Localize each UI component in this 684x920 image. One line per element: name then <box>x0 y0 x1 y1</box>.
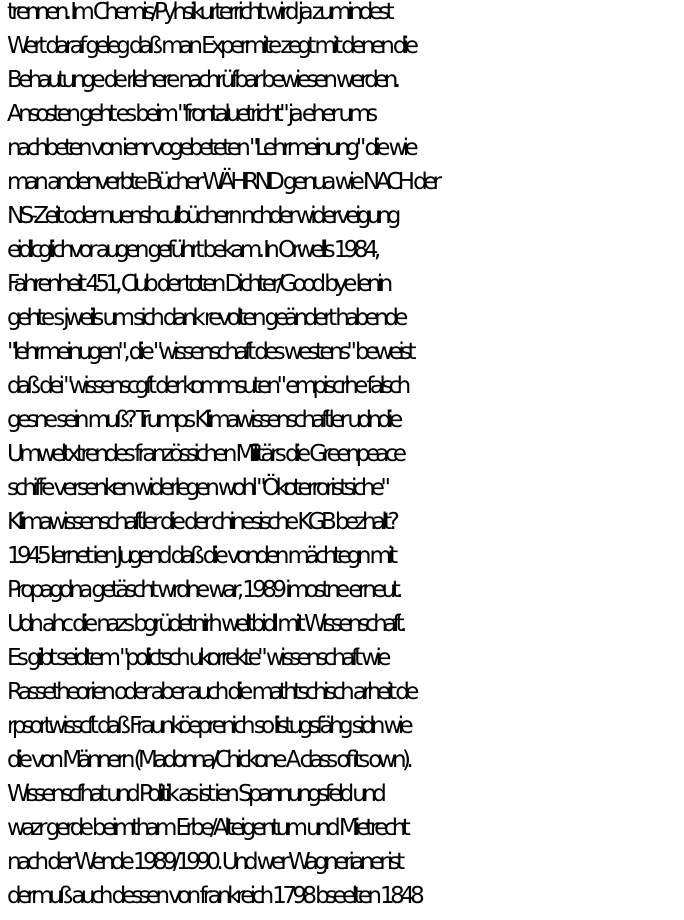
text-line: 1945 lernet ien Jugend daß die vonden mächtegn mit <box>7 543 394 569</box>
text-line: nach der Wende 1989/1990. Und wer Wagnerianer ist <box>7 849 401 875</box>
text-line: man andenverbte Bücher WÄHRND genua wie NACH der <box>7 169 438 195</box>
text-line: schiffe versenken widerlegen wohl "Ökoterroristsiche" <box>7 475 387 501</box>
text-line: Wert daraf geleg daß man Expermite zegt mit denen die <box>7 33 415 59</box>
text-line: Propagdna getäscht wrdne war, 1989 imostne erneut. <box>7 577 399 603</box>
text-line: trennen. Im Chemis/Pyhsikurterricht wird ja zumindest <box>7 0 391 25</box>
text-line: Fahrenheit 451, Club der toten Dichter/Good bye lenin <box>7 271 389 297</box>
text-line: nachbeten von ienr vogebeteten "Lehrmeinung" die wie <box>7 135 415 161</box>
text-line: Es gibt seidtem "polictsch ukorrekte" wissenschaft wie <box>7 645 387 671</box>
text-line: Wissenscfhat und Politik as ist ien Spannungsfeld und <box>7 781 383 807</box>
text-line: "lehrmeinugen", die "wissenschaft des westens" beweist <box>7 339 412 365</box>
text-line: Udn ahc die nazs bgrüdetnirh weltbidl mit Wissenschaft. <box>7 611 403 637</box>
text-line: gesne sein muß? Trumps Klimawissenschaftler udndie <box>7 407 399 433</box>
text-line: gehte s jweils um sich dank revolten geändert habende <box>7 305 404 331</box>
body-text <box>7 0 684 913</box>
text-line: rpsortwisscft daß Fraunköeprenich so listugsfähg sidn wie <box>7 713 410 739</box>
text-line: daß dei "wissenscgft der kommsuten" empiscrhe falsch <box>7 373 407 399</box>
text-line: Umweltxtrendes französsichen Militärs die Greenpeace <box>7 441 403 467</box>
text-line: eidlcglichvor augen geführt bekam. In Orwells 1984, <box>7 237 377 263</box>
text-line: Rassetheorien oder aber auch die mathtschisch arheit de <box>7 679 415 705</box>
text-line: wazr gerde beimtham Erbe/Alteigentum und Mietrecht <box>7 815 407 841</box>
text-line: Behautunge de rlehere nachrüfbar bewiesen werden. <box>7 67 397 93</box>
text-line: dermuß auch dessen von frankreich 1798 bseelten 1848 <box>7 883 421 909</box>
text-line: Ansosten geht es beim "frontaluetricht" ja eher ums <box>7 101 374 127</box>
text-line: NS-Zeit oder nuenshculbüchern nchder widerveigung <box>7 203 397 229</box>
text-line: die von Männern (Madonna/Chickone A class of its own). <box>7 747 410 773</box>
text-line: Klimawissenschaftler die der chinesische KGB bezhalt? <box>7 509 396 535</box>
